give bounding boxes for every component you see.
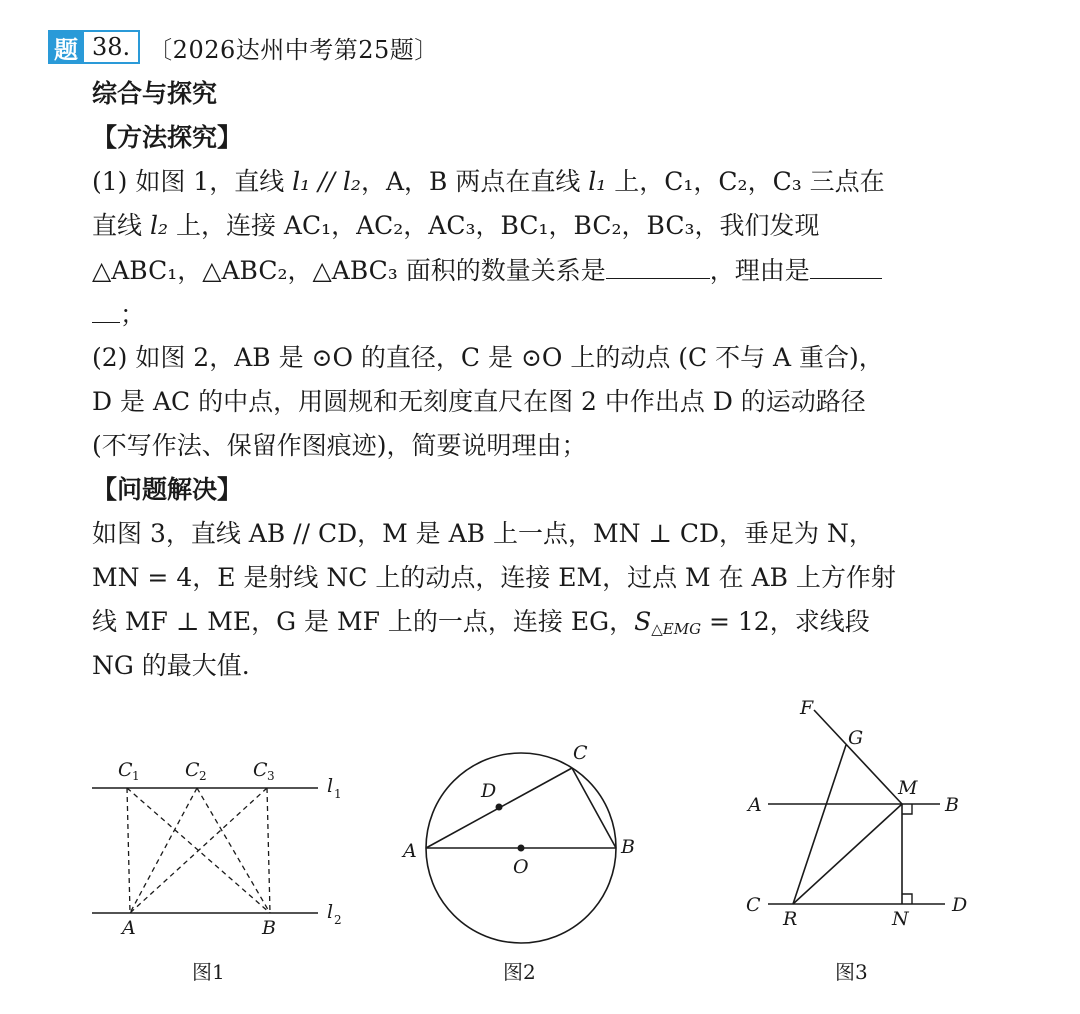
label-g: G <box>848 727 864 749</box>
label-c1-sub: 1 <box>132 769 140 783</box>
q1-text-k: ； <box>120 300 146 329</box>
dashed-segments <box>127 788 270 913</box>
problem-body <box>92 72 1012 688</box>
problem-number: 38. <box>84 30 140 64</box>
label-l2: l <box>327 901 334 923</box>
figure-3 <box>740 690 980 984</box>
label-b: B <box>262 917 276 939</box>
method-heading: 【方法探究】 <box>92 123 243 152</box>
q3-area-subscript: △EMG <box>651 620 702 638</box>
q3-area-symbol: S <box>634 607 652 636</box>
label-b: B <box>621 836 635 858</box>
figure-1-drawing <box>80 740 370 950</box>
label-a: A <box>122 917 136 939</box>
problem-header <box>48 28 439 66</box>
label-n: N <box>892 908 909 930</box>
q1-text-d: l₁ <box>588 167 607 196</box>
figure-1 <box>80 740 370 984</box>
q2-line-2: D 是 AC 的中点，用圆规和无刻度直尺在图 2 中作出点 D 的运动路径 <box>92 387 866 416</box>
q1-text-b: l₁ // l₂ <box>292 167 361 196</box>
chord-cb <box>572 768 616 848</box>
q1-line-3 <box>92 248 1012 292</box>
label-c: C <box>746 894 761 916</box>
answer-blank-1[interactable] <box>606 248 710 279</box>
q1-line-1 <box>92 160 1012 204</box>
label-f: F <box>800 697 814 719</box>
label-c3-sub: 3 <box>267 769 275 783</box>
q1-text-f: 直线 <box>92 211 143 240</box>
q3-line-2: MN = 4，E 是射线 NC 上的动点，连接 EM，过点 M 在 AB 上方作射 <box>92 563 896 592</box>
point-o <box>518 845 525 852</box>
label-c2-sub: 2 <box>199 769 207 783</box>
label-o: O <box>513 856 529 878</box>
label-a: A <box>403 840 417 862</box>
label-c3: C <box>253 759 268 781</box>
ray-mf <box>814 710 902 804</box>
label-b: B <box>945 794 959 816</box>
label-c1: C <box>118 759 133 781</box>
q3-line-3 <box>92 600 1012 644</box>
figure-1-caption: 图1 <box>192 960 225 984</box>
figure-2-drawing <box>395 735 655 950</box>
q2-line-3: (不写作法、保留作图痕迹)，简要说明理由； <box>92 431 587 460</box>
answer-blank-2a[interactable] <box>810 248 882 279</box>
q3-text-3d: = 12，求线段 <box>701 607 870 636</box>
q3-text-3a: 线 MF ⊥ ME，G 是 MF 上的一点，连接 EG， <box>92 607 635 636</box>
right-angle-n <box>902 894 912 904</box>
label-l1-sub: 1 <box>334 787 342 801</box>
q1-text-j: ，理由是 <box>709 256 810 285</box>
label-m: M <box>898 777 918 799</box>
problem-source: 〔2026达州中考第25题〕 <box>148 35 439 64</box>
q1-line-2 <box>92 204 1012 248</box>
label-d: D <box>952 894 968 916</box>
q1-text-i: △ABC₁，△ABC₂，△ABC₃ 面积的数量关系是 <box>92 256 606 285</box>
q1-text-c: ，A，B 两点在直线 <box>360 167 581 196</box>
q1-text-a: (1) 如图 1，直线 <box>92 167 285 196</box>
solve-heading: 【问题解决】 <box>92 475 243 504</box>
section-title: 综合与探究 <box>92 79 218 108</box>
q2-line-1: (2) 如图 2，AB 是 ⊙O 的直径，C 是 ⊙O 上的动点 (C 不与 A 重合)， <box>92 343 884 372</box>
label-r: R <box>783 908 798 930</box>
label-d: D <box>481 780 497 802</box>
problem-tag: 题 <box>48 30 84 64</box>
figure-2-caption: 图2 <box>503 960 536 984</box>
label-a: A <box>748 794 762 816</box>
q1-text-e: 上，C₁，C₂，C₃ 三点在 <box>614 167 885 196</box>
label-l2-sub: 2 <box>334 913 342 927</box>
figure-3-caption: 图3 <box>835 960 868 984</box>
label-c: C <box>573 742 588 764</box>
q1-line-4 <box>92 292 1012 336</box>
q1-text-h: 上，连接 AC₁，AC₂，AC₃，BC₁，BC₂，BC₃，我们发现 <box>175 211 820 240</box>
q1-text-g: l₂ <box>149 211 168 240</box>
label-l1: l <box>327 775 334 797</box>
answer-blank-2b[interactable] <box>92 292 120 323</box>
figure-2 <box>395 735 655 984</box>
figure-3-drawing <box>740 690 980 955</box>
point-d <box>496 804 503 811</box>
right-angle-m <box>902 804 912 814</box>
q3-line-1: 如图 3，直线 AB // CD，M 是 AB 上一点，MN ⊥ CD，垂足为 N， <box>92 519 874 548</box>
label-c2: C <box>185 759 200 781</box>
q3-line-4: NG 的最大值. <box>92 651 250 680</box>
